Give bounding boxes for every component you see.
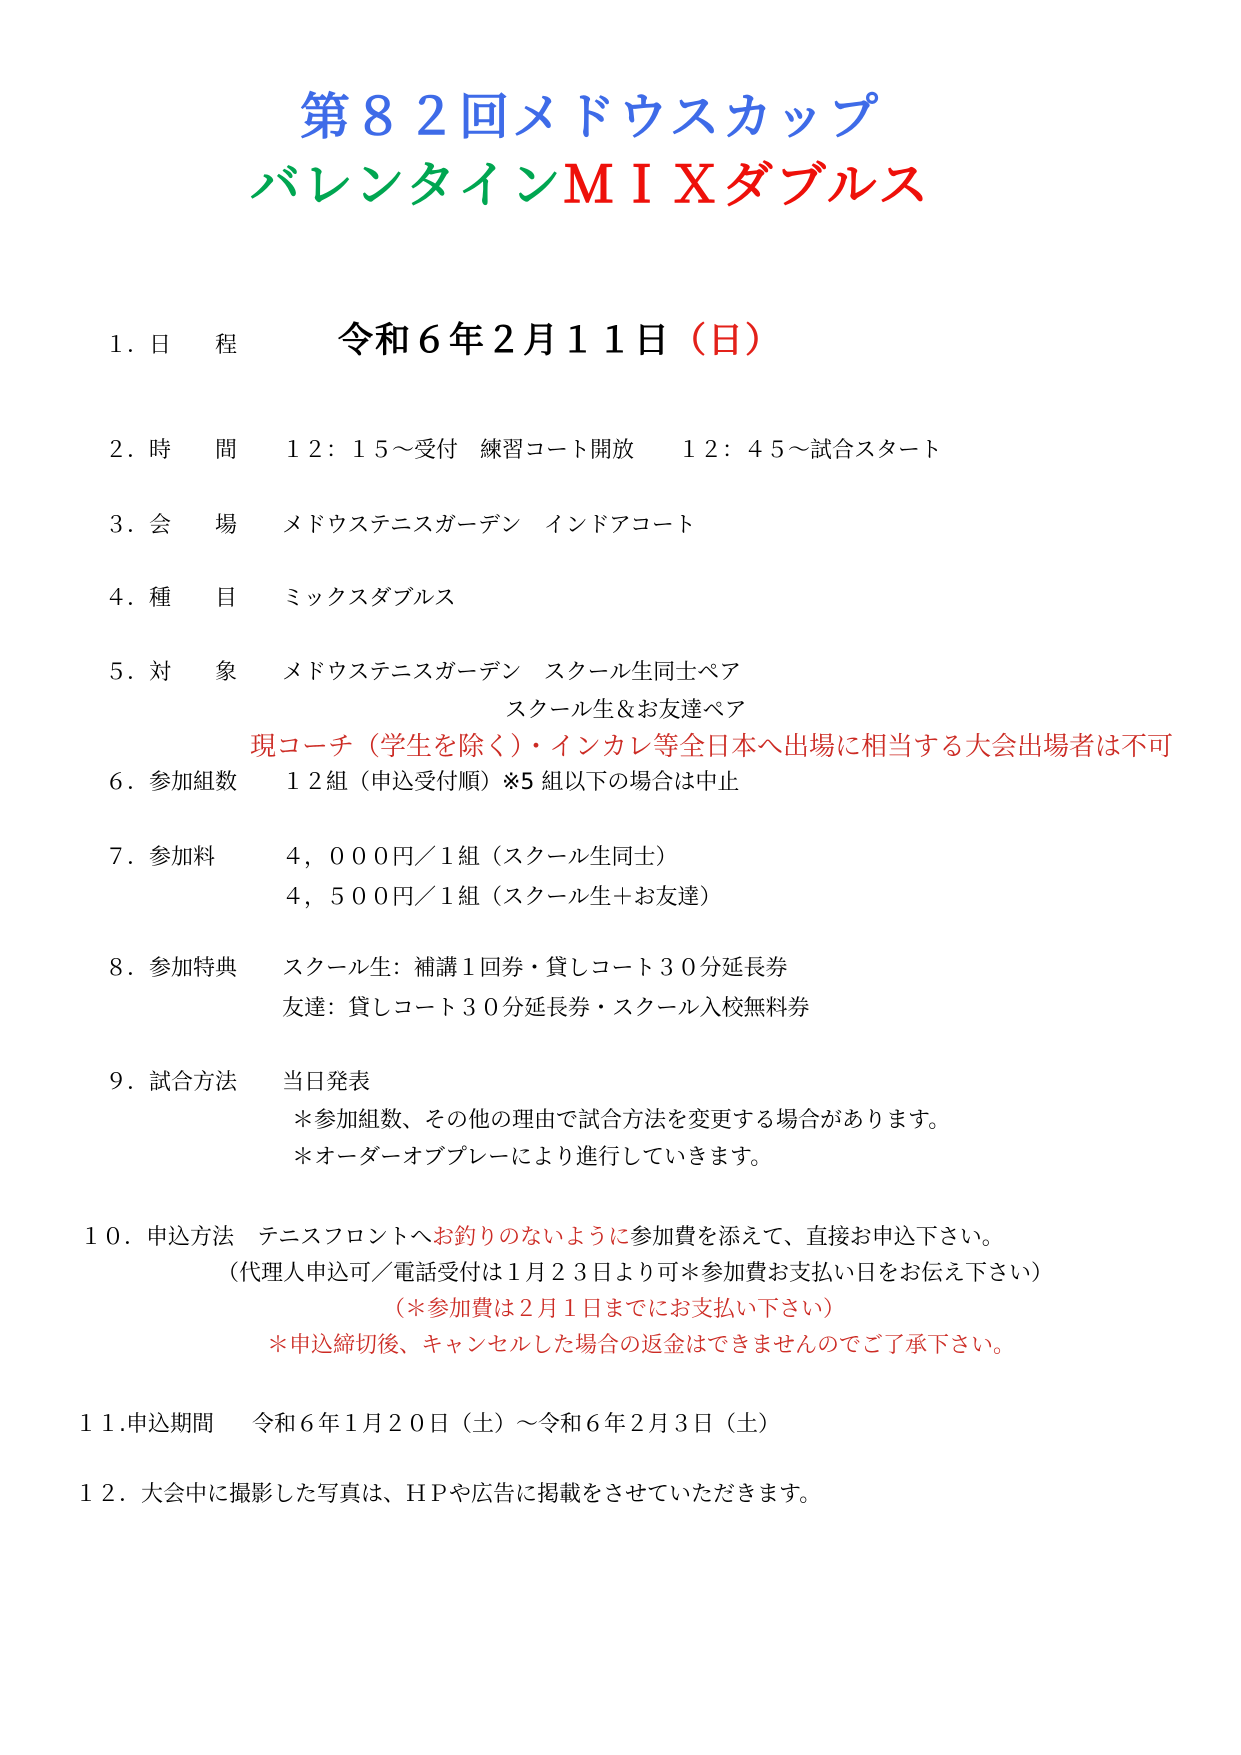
- item-10-line1: [257, 1225, 1004, 1251]
- item-9-line1: 当日発表: [282, 1070, 371, 1095]
- item-5-line2: スクール生＆お友達ペア: [505, 698, 747, 723]
- item-9-line2: ＊参加組数、その他の理由で試合方法を変更する場合があります。: [292, 1108, 951, 1133]
- item-1-date-text: 令和６年２月１１日: [338, 321, 672, 361]
- item-11-text: 令和６年１月２０日（土）～令和６年２月３日（土）: [252, 1412, 781, 1437]
- item-3-venue: [105, 513, 696, 539]
- item-5-label: ５．対 象: [105, 660, 238, 685]
- document-title-line2: [0, 158, 1181, 213]
- item-9-match-format: [105, 1070, 370, 1096]
- item-11-application-period: [75, 1412, 780, 1438]
- item-10-line1-pre: テニスフロントへ: [257, 1225, 433, 1250]
- item-3-label: ３．会 場: [105, 513, 238, 538]
- title-line2-green-text: バレンタイン: [249, 156, 564, 214]
- item-10-payment-deadline-note: （＊参加費は２月１日までにお支払い下さい）: [383, 1297, 846, 1322]
- document-title-line1: [0, 90, 1181, 145]
- item-6-label: ６．参加組数: [105, 770, 238, 795]
- item-6-entry-limit: [105, 770, 739, 796]
- item-1-date-weekday: （日）: [671, 321, 783, 361]
- item-1-label: １．日 程: [105, 333, 238, 358]
- item-5-eligibility: [105, 660, 741, 686]
- item-10-line1-red: お釣りのないように: [432, 1225, 631, 1250]
- item-9-label: ９．試合方法: [105, 1070, 238, 1095]
- item-10-line1-post: 参加費を添えて、直接お申込下さい。: [630, 1225, 1004, 1250]
- item-4-event-type: [105, 586, 456, 612]
- title-line2-red-text: ＭＩＸダブルス: [563, 156, 932, 214]
- item-7-line2: ４，５００円／１組（スクール生＋お友達）: [282, 885, 722, 910]
- item-5-line1: メドウステニスガーデン スクール生同士ペア: [282, 660, 742, 685]
- item-8-label: ８．参加特典: [105, 956, 238, 981]
- item-1-schedule: [105, 320, 782, 362]
- item-8-line1: スクール生：補講１回券・貸しコート３０分延長券: [282, 956, 788, 981]
- title-line1-text: 第８２回メドウスカップ: [300, 88, 881, 146]
- item-3-text: メドウステニスガーデン インドアコート: [282, 513, 696, 538]
- item-6-text: １２組（申込受付順）※5 組以下の場合は中止: [282, 770, 740, 795]
- item-2-text: １２：１５～受付 練習コート開放 １２：４５～試合スタート: [282, 438, 943, 463]
- item-9-line3: ＊オーダーオブプレーにより進行していきます。: [292, 1145, 773, 1170]
- item-1-date: [338, 320, 782, 362]
- item-7-entry-fee: [105, 845, 678, 871]
- item-8-line2: 友達：貸しコート３０分延長券・スクール入校無料券: [282, 996, 810, 1021]
- item-10-line2: （代理人申込可／電話受付は１月２３日より可＊参加費お支払い日をお伝え下さい）: [217, 1261, 1054, 1286]
- item-10-label: １０．申込方法: [80, 1225, 235, 1250]
- item-4-label: ４．種 目: [105, 586, 238, 611]
- item-4-text: ミックスダブルス: [282, 586, 456, 611]
- item-7-label: ７．参加料: [105, 845, 216, 870]
- item-12-photo-notice: １２．大会中に撮影した写真は、ＨＰや広告に掲載をさせていただきます。: [75, 1482, 822, 1507]
- item-7-line1: ４，０００円／１組（スクール生同士）: [282, 845, 678, 870]
- item-2-label: ２．時 間: [105, 438, 238, 463]
- item-10-cancellation-note: ＊申込締切後、キャンセルした場合の返金はできませんのでご了承下さい。: [267, 1333, 1016, 1358]
- item-5-restriction-note: 現コーチ（学生を除く）・インカレ等全日本へ出場に相当する大会出場者は不可: [250, 732, 1174, 762]
- item-2-time: [105, 438, 942, 464]
- item-8-benefits: [105, 956, 788, 982]
- item-10-application-method: [80, 1225, 1004, 1251]
- item-11-label: １１.申込期間: [75, 1412, 214, 1437]
